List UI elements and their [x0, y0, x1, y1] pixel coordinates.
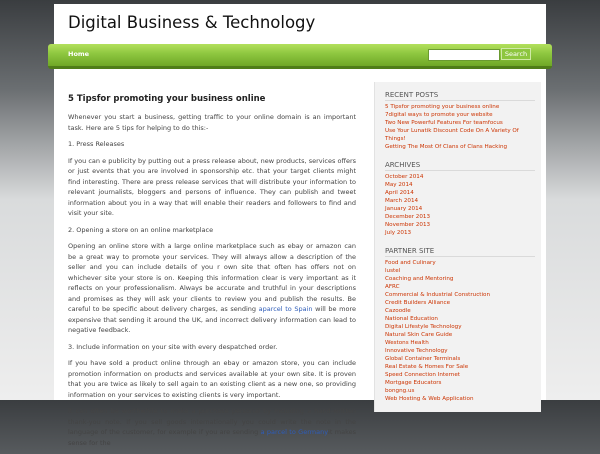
- recent-post-link[interactable]: Getting The Most Of Clans of Clans Hacking: [385, 144, 508, 150]
- archives-widget: [385, 161, 535, 237]
- archive-link[interactable]: January 2014: [385, 206, 423, 212]
- search-button[interactable]: Search: [501, 48, 531, 60]
- list-item: [385, 181, 535, 189]
- list-item: [385, 291, 535, 299]
- partner-link[interactable]: Cazoodle: [385, 308, 411, 314]
- partner-link[interactable]: Innovative Technology: [385, 348, 448, 354]
- partner-link[interactable]: Speed Connection Internet: [385, 372, 460, 378]
- partner-link[interactable]: bongng.us: [385, 388, 415, 394]
- list-item: [385, 189, 535, 197]
- post-paragraph: If you can e publicity by putting out a press release about, new products, services offers or just events that you are involved in sponsorship etc. that your target clients might find interesting. There are press release services that will distribute your information to relevant journalists, bloggers and persons of influence. They can publish and tweet information about you in a way that will enable their readers and followers to find and visit your site.: [68, 156, 356, 217]
- partner-site-list: [385, 259, 535, 403]
- archive-link[interactable]: April 2014: [385, 190, 414, 196]
- post-text: it makes sense for the: [68, 428, 356, 447]
- recent-post-link[interactable]: Use Your Lunatik Discount Code On A Variety Of Things!: [385, 128, 519, 142]
- partner-link[interactable]: Commercial & Industrial Construction: [385, 292, 491, 298]
- recent-posts-title: RECENT POSTS: [385, 91, 535, 101]
- search-input[interactable]: [428, 49, 500, 61]
- list-item: [385, 213, 535, 221]
- post-text: will be more expensive that sending it around the UK, and incorrect delivery information can lead to negative feedback.: [68, 305, 356, 334]
- post-paragraph: [68, 406, 356, 448]
- list-item: [385, 127, 535, 143]
- partner-link[interactable]: Westons Health: [385, 340, 429, 346]
- list-item: [385, 315, 535, 323]
- archive-link[interactable]: July 2013: [385, 230, 412, 236]
- partner-link[interactable]: Global Container Terminals: [385, 356, 461, 362]
- partner-link[interactable]: Food and Culinary: [385, 260, 436, 266]
- sidebar: [374, 82, 541, 412]
- post-subheading: 1. Press Releases: [68, 140, 125, 148]
- post-paragraph: If you have sold a product online through an ebay or amazon store, you can include promotion information on products and services available at your own site. It is proven that you are twice as likely to sell again to an existing client as a new one, so providing information on your services to existing clients is very important.: [68, 359, 356, 399]
- post-content: [68, 94, 356, 454]
- page-container: [54, 4, 546, 447]
- list-item: [385, 395, 535, 403]
- list-item: [385, 323, 535, 331]
- list-item: [385, 275, 535, 283]
- recent-post-link[interactable]: Two New Powerful Features For teamfocus: [385, 120, 503, 126]
- archive-link[interactable]: March 2014: [385, 198, 419, 204]
- parcel-spain-link[interactable]: aparcel to Spain: [258, 305, 313, 313]
- archive-link[interactable]: October 2014: [385, 174, 424, 180]
- list-item: [385, 119, 535, 127]
- list-item: [385, 205, 535, 213]
- list-item: [385, 299, 535, 307]
- list-item: [385, 355, 535, 363]
- list-item: [385, 387, 535, 395]
- post-text: Opening an online store with a large online marketplace such as ebay or amazon can be a great way to promote your services. They will always allow a description of the seller and you can include details of you r own site that often has offers not on whichever site your store is on. Keeping this information clear is very important as it reflects on your professionalism. Always be accurate and truthful in your descriptions and promises as they will ask your clients to review you and publish the results. Be careful to be specific about delivery charges, as sending: [68, 242, 356, 313]
- partner-site-widget: [385, 247, 535, 403]
- recent-post-link[interactable]: 5 Tipsfor promoting your business online: [385, 104, 500, 110]
- list-item: [385, 111, 535, 119]
- partner-link[interactable]: AFRC: [385, 284, 400, 290]
- partner-link[interactable]: Natural Skin Care Guide: [385, 332, 453, 338]
- list-item: [385, 371, 535, 379]
- site-title[interactable]: Digital Business & Technology: [68, 13, 316, 32]
- post-title[interactable]: 5 Tipsfor promoting your business online: [68, 94, 266, 104]
- list-item: [385, 339, 535, 347]
- nav-home-link[interactable]: Home: [68, 50, 90, 58]
- partner-site-title: PARTNER SITE: [385, 247, 535, 257]
- list-item: [385, 307, 535, 315]
- archives-title: ARCHIVES: [385, 161, 535, 171]
- post-subheading: 2. Opening a store on an online marketplace: [68, 225, 214, 234]
- list-item: [385, 379, 535, 387]
- list-item: [385, 197, 535, 205]
- list-item: [385, 221, 535, 229]
- list-item: [385, 331, 535, 339]
- archive-link[interactable]: May 2014: [385, 182, 413, 188]
- partner-link[interactable]: Mortgage Educators: [385, 380, 442, 386]
- list-item: [385, 283, 535, 291]
- partner-link[interactable]: National Education: [385, 316, 438, 322]
- post-text: It can often be worthwhile to make a purchase personal by including a hand-written thank-you note. If you sell goods internationally you could write the note in the language of the customer, for example if you are sending: [68, 407, 356, 436]
- recent-posts-widget: [385, 91, 535, 151]
- archive-link[interactable]: November 2013: [385, 222, 431, 228]
- list-item: [385, 267, 535, 275]
- list-item: [385, 143, 535, 151]
- partner-link[interactable]: Real Estate & Homes For Sale: [385, 364, 469, 370]
- archive-link[interactable]: December 2013: [385, 214, 431, 220]
- list-item: [385, 173, 535, 181]
- list-item: [385, 363, 535, 371]
- recent-post-link[interactable]: 7digital ways to promote your website: [385, 112, 493, 118]
- post-paragraph: Whenever you start a business, getting traffic to your online domain is an important task. Here are 5 tips for helping to do this:-: [68, 113, 356, 132]
- list-item: [385, 103, 535, 111]
- partner-link[interactable]: Web Hosting & Web Application: [385, 396, 474, 402]
- parcel-germany-link[interactable]: a parcel to Germany: [260, 428, 329, 436]
- partner-link[interactable]: lustel: [385, 268, 401, 274]
- archives-list: [385, 173, 535, 237]
- recent-posts-list: [385, 103, 535, 151]
- list-item: [385, 229, 535, 237]
- post-subheading: 3. Include information on your site with every despatched order.: [68, 342, 278, 351]
- post-paragraph: [68, 241, 356, 336]
- list-item: [385, 347, 535, 355]
- partner-link[interactable]: Credit Builders Alliance: [385, 300, 451, 306]
- nav-bar: [48, 44, 552, 69]
- list-item: [385, 259, 535, 267]
- partner-link[interactable]: Coaching and Mentoring: [385, 276, 454, 282]
- partner-link[interactable]: Digital Lifestyle Technology: [385, 324, 462, 330]
